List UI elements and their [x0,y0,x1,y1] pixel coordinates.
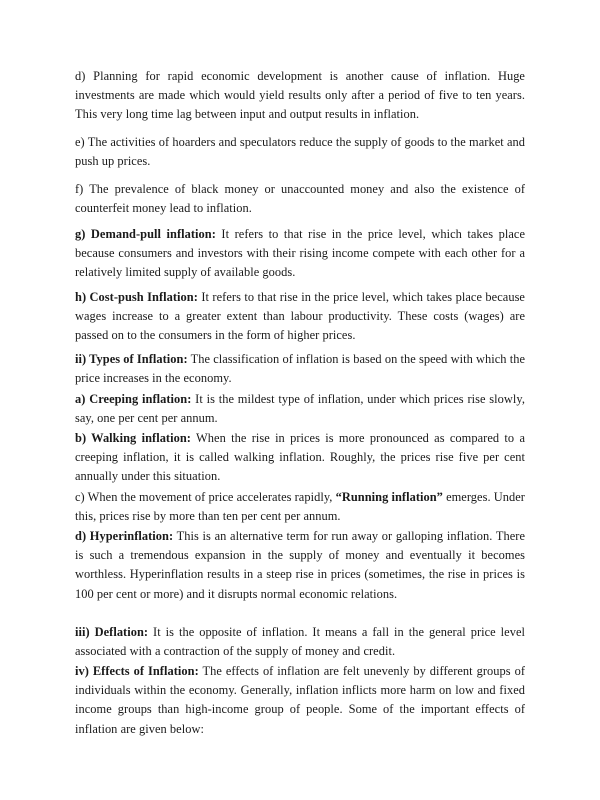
paragraph-cost-push [75,288,525,346]
paragraph-running-inflation [75,488,525,526]
paragraph-deflation [75,623,525,661]
paragraph-planning [75,67,525,125]
paragraph-heading: h) Cost-push Inflation: [75,290,198,304]
paragraph-text: c) When the movement of price accelerates rapidly, [75,490,336,504]
paragraph-heading: iii) Deflation: [75,625,149,639]
paragraph-black-money [75,180,525,218]
paragraph-text: e) The activities of hoarders and speculators reduce the supply of goods to the market and push up prices. [75,135,525,169]
paragraph-heading: b) Walking inflation: [75,431,191,445]
paragraph-hyperinflation [75,527,525,604]
paragraph-heading: g) Demand-pull inflation: [75,227,216,241]
paragraph-demand-pull [75,225,525,283]
paragraph-walking-inflation [75,429,525,487]
running-inflation-term: “Running inflation” [335,490,443,504]
paragraph-text: d) Planning for rapid economic development is another cause of inflation. Huge investments are made which would yield results only after a period of five to ten years. This very long time lag between input and output results in inflation. [75,69,525,122]
paragraph-heading: iv) Effects of Inflation: [75,664,199,678]
paragraph-text: It is the opposite of inflation. It means a fall in the general price level associated with a contraction of the supply of money and credit. [75,625,525,659]
paragraph-text: f) The prevalence of black money or unaccounted money and also the existence of counterfeit money lead to inflation. [75,182,525,216]
paragraph-types-of-inflation [75,350,525,388]
paragraph-text: The effects of inflation are felt unevenly by different groups of individuals within the economy. Generally, inflation inflicts more harm on low and fixed income groups than high-income group of people. Some of the important effects of inflation are given below: [75,664,526,736]
paragraph-text: This is an alternative term for run away or galloping inflation. There is such a tremendous expansion in the supply of money and eventually it becomes worthless. Hyperinflation results in a steep rise in prices (sometimes, the rise in prices is 100 per cent or more) and it disrupts normal economic relations. [75,529,525,601]
paragraph-effects-of-inflation [75,662,525,739]
paragraph-creeping-inflation [75,390,525,428]
paragraph-text: The classification of inflation is based on the speed with which the price increases in the economy. [75,352,526,386]
paragraph-text: It refers to that rise in the price level, which takes place because consumers and investors with their rising income compete with each other for a relatively limited supply of available goods. [75,227,525,280]
paragraph-text: When the rise in prices is more pronounced as compared to a creeping inflation, it is called walking inflation. Roughly, the prices rise five per cent annually under this situation. [75,431,525,484]
paragraph-heading: d) Hyperinflation: [75,529,174,543]
paragraph-heading: a) Creeping inflation: [75,392,192,406]
paragraph-text: It is the mildest type of inflation, under which prices rise slowly, say, one per cent per annum. [75,392,525,426]
paragraph-hoarders [75,133,525,171]
paragraph-heading: ii) Types of Inflation: [75,352,188,366]
paragraph-text: It refers to that rise in the price level, which takes place because wages increase to a greater extent than labour productivity. These costs (wages) are passed on to the consumers in the form of higher prices. [75,290,525,343]
paragraph-text: emerges. Under this, prices rise by more than ten per cent per annum. [75,490,525,524]
